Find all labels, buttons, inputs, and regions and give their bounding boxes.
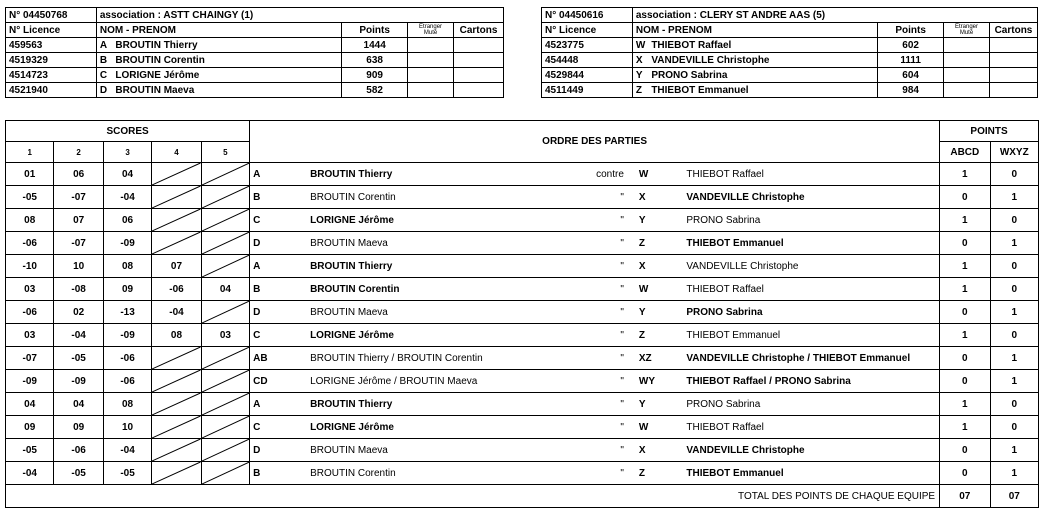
set-score: 09 bbox=[6, 416, 54, 439]
set-score: 07 bbox=[54, 209, 103, 232]
left-letter: D bbox=[250, 301, 302, 324]
left-letter: C bbox=[250, 416, 302, 439]
points-abcd: 1 bbox=[940, 209, 990, 232]
game-row bbox=[6, 324, 1039, 347]
empty-set-cell bbox=[152, 209, 201, 232]
set-score: 04 bbox=[54, 393, 103, 416]
empty-set-cell bbox=[201, 209, 249, 232]
set-score: 06 bbox=[103, 209, 151, 232]
versus-separator: " bbox=[578, 439, 626, 462]
right-player: PRONO Sabrina bbox=[683, 209, 939, 232]
set-score: -13 bbox=[103, 301, 151, 324]
player-cartons bbox=[454, 68, 504, 83]
left-player: BROUTIN Thierry / BROUTIN Corentin bbox=[302, 347, 578, 370]
set-score: -06 bbox=[103, 370, 151, 393]
left-player: LORIGNE Jérôme bbox=[302, 209, 578, 232]
left-player: BROUTIN Thierry bbox=[302, 393, 578, 416]
wxyz-header: WXYZ bbox=[990, 142, 1038, 163]
points-abcd: 1 bbox=[940, 416, 990, 439]
set-score: 08 bbox=[6, 209, 54, 232]
empty-set-cell bbox=[201, 347, 249, 370]
player-points: 604 bbox=[878, 68, 944, 83]
right-letter: W bbox=[627, 278, 683, 301]
right-letter: XZ bbox=[627, 347, 683, 370]
left-player: BROUTIN Thierry bbox=[302, 255, 578, 278]
left-letter: CD bbox=[250, 370, 302, 393]
set-score: -06 bbox=[6, 301, 54, 324]
game-row bbox=[6, 209, 1039, 232]
points-wxyz: 0 bbox=[990, 324, 1038, 347]
empty-set-cell bbox=[152, 232, 201, 255]
empty-set-cell bbox=[201, 462, 249, 485]
right-player: PRONO Sabrina bbox=[683, 393, 939, 416]
left-letter: AB bbox=[250, 347, 302, 370]
versus-separator: " bbox=[578, 416, 626, 439]
left-player: LORIGNE Jérôme bbox=[302, 416, 578, 439]
right-player: THIEBOT Emmanuel bbox=[683, 324, 939, 347]
cartons-header: Cartons bbox=[454, 23, 504, 38]
team-right-players bbox=[542, 38, 1038, 98]
points-abcd: 0 bbox=[940, 301, 990, 324]
left-player: BROUTIN Thierry bbox=[302, 163, 578, 186]
set-header: 5 bbox=[201, 142, 249, 163]
player-cartons bbox=[989, 68, 1037, 83]
set-score: 10 bbox=[103, 416, 151, 439]
points-abcd: 0 bbox=[940, 439, 990, 462]
points-wxyz: 0 bbox=[990, 416, 1038, 439]
game-rows bbox=[6, 163, 1039, 485]
set-header: 1 bbox=[6, 142, 54, 163]
set-score: -06 bbox=[6, 232, 54, 255]
set-score: -09 bbox=[6, 370, 54, 393]
player-letter: A bbox=[96, 38, 112, 53]
team-association: association : ASTT CHAINGY (1) bbox=[96, 8, 503, 23]
points-wxyz: 1 bbox=[990, 462, 1038, 485]
left-letter: D bbox=[250, 439, 302, 462]
games-table bbox=[5, 120, 1039, 508]
scores-title: SCORES bbox=[6, 121, 250, 142]
points-abcd: 1 bbox=[940, 324, 990, 347]
player-etranger bbox=[408, 53, 454, 68]
set-score: -04 bbox=[103, 186, 151, 209]
right-letter: X bbox=[627, 255, 683, 278]
game-row bbox=[6, 416, 1039, 439]
licence-header: N° Licence bbox=[6, 23, 97, 38]
right-letter: Z bbox=[627, 232, 683, 255]
right-letter: Y bbox=[627, 393, 683, 416]
game-row bbox=[6, 370, 1039, 393]
set-score: 03 bbox=[6, 278, 54, 301]
player-name: LORIGNE Jérôme bbox=[112, 68, 341, 83]
total-abcd: 07 bbox=[940, 485, 990, 508]
points-abcd: 1 bbox=[940, 163, 990, 186]
left-letter: B bbox=[250, 186, 302, 209]
set-score: -04 bbox=[54, 324, 103, 347]
points-wxyz: 1 bbox=[990, 370, 1038, 393]
left-letter: B bbox=[250, 278, 302, 301]
points-abcd: 1 bbox=[940, 393, 990, 416]
right-letter: Y bbox=[627, 209, 683, 232]
left-letter: A bbox=[250, 255, 302, 278]
points-wxyz: 0 bbox=[990, 209, 1038, 232]
versus-separator: " bbox=[578, 393, 626, 416]
player-etranger bbox=[408, 38, 454, 53]
right-letter: Z bbox=[627, 462, 683, 485]
points-wxyz: 1 bbox=[990, 439, 1038, 462]
empty-set-cell bbox=[152, 393, 201, 416]
set-score: -04 bbox=[6, 462, 54, 485]
points-wxyz: 1 bbox=[990, 232, 1038, 255]
set-score: -06 bbox=[103, 347, 151, 370]
set-score: 09 bbox=[103, 278, 151, 301]
right-letter: Z bbox=[627, 324, 683, 347]
left-letter: A bbox=[250, 393, 302, 416]
player-name: PRONO Sabrina bbox=[648, 68, 877, 83]
set-header: 2 bbox=[54, 142, 103, 163]
right-letter: W bbox=[627, 416, 683, 439]
set-score: 08 bbox=[103, 255, 151, 278]
set-score: 09 bbox=[54, 416, 103, 439]
set-score: -06 bbox=[54, 439, 103, 462]
set-header: 3 bbox=[103, 142, 151, 163]
versus-separator: " bbox=[578, 301, 626, 324]
player-cartons bbox=[454, 83, 504, 98]
set-score: -05 bbox=[6, 186, 54, 209]
game-row bbox=[6, 439, 1039, 462]
right-player: VANDEVILLE Christophe bbox=[683, 439, 939, 462]
points-header: Points bbox=[878, 23, 944, 38]
points-wxyz: 0 bbox=[990, 255, 1038, 278]
empty-set-cell bbox=[201, 439, 249, 462]
game-row bbox=[6, 462, 1039, 485]
left-letter: C bbox=[250, 209, 302, 232]
ordre-title: ORDRE DES PARTIES bbox=[250, 121, 940, 163]
right-letter: X bbox=[627, 186, 683, 209]
empty-set-cell bbox=[201, 163, 249, 186]
empty-set-cell bbox=[152, 462, 201, 485]
points-abcd: 0 bbox=[940, 462, 990, 485]
left-player: LORIGNE Jérôme / BROUTIN Maeva bbox=[302, 370, 578, 393]
empty-set-cell bbox=[201, 232, 249, 255]
set-score: 03 bbox=[6, 324, 54, 347]
versus-separator: " bbox=[578, 462, 626, 485]
player-row bbox=[542, 83, 1038, 98]
player-name: THIEBOT Raffael bbox=[648, 38, 877, 53]
versus-separator: " bbox=[578, 186, 626, 209]
right-letter: W bbox=[627, 163, 683, 186]
left-letter: A bbox=[250, 163, 302, 186]
set-score: 04 bbox=[103, 163, 151, 186]
player-row bbox=[542, 53, 1038, 68]
right-player: THIEBOT Raffael / PRONO Sabrina bbox=[683, 370, 939, 393]
set-score: -08 bbox=[54, 278, 103, 301]
versus-separator: " bbox=[578, 255, 626, 278]
game-row bbox=[6, 255, 1039, 278]
points-abcd: 0 bbox=[940, 186, 990, 209]
player-name: VANDEVILLE Christophe bbox=[648, 53, 877, 68]
left-player: BROUTIN Maeva bbox=[302, 439, 578, 462]
player-licence: 459563 bbox=[6, 38, 97, 53]
empty-set-cell bbox=[201, 370, 249, 393]
licence-header: N° Licence bbox=[542, 23, 633, 38]
player-etranger bbox=[408, 83, 454, 98]
points-abcd: 1 bbox=[940, 278, 990, 301]
empty-set-cell bbox=[201, 301, 249, 324]
empty-set-cell bbox=[201, 255, 249, 278]
player-cartons bbox=[989, 53, 1037, 68]
versus-separator: " bbox=[578, 324, 626, 347]
player-points: 1111 bbox=[878, 53, 944, 68]
player-cartons bbox=[989, 83, 1037, 98]
set-score: 06 bbox=[54, 163, 103, 186]
set-score: -04 bbox=[152, 301, 201, 324]
set-header: 4 bbox=[152, 142, 201, 163]
player-points: 582 bbox=[342, 83, 408, 98]
points-header: Points bbox=[342, 23, 408, 38]
game-row bbox=[6, 347, 1039, 370]
player-cartons bbox=[454, 38, 504, 53]
player-letter: D bbox=[96, 83, 112, 98]
game-row bbox=[6, 232, 1039, 255]
left-letter: B bbox=[250, 462, 302, 485]
points-wxyz: 1 bbox=[990, 347, 1038, 370]
player-etranger bbox=[944, 38, 990, 53]
etranger-header: Etranger Muté bbox=[944, 23, 990, 38]
versus-separator: " bbox=[578, 209, 626, 232]
abcd-header: ABCD bbox=[940, 142, 990, 163]
name-header: NOM - PRENOM bbox=[96, 23, 341, 38]
set-score: -07 bbox=[6, 347, 54, 370]
player-row bbox=[542, 38, 1038, 53]
set-score: -10 bbox=[6, 255, 54, 278]
player-points: 602 bbox=[878, 38, 944, 53]
player-cartons bbox=[454, 53, 504, 68]
left-player: BROUTIN Corentin bbox=[302, 186, 578, 209]
team-association: association : CLERY ST ANDRE AAS (5) bbox=[632, 8, 1037, 23]
points-wxyz: 1 bbox=[990, 301, 1038, 324]
right-player: THIEBOT Raffael bbox=[683, 163, 939, 186]
set-score: 01 bbox=[6, 163, 54, 186]
set-score: 04 bbox=[6, 393, 54, 416]
set-score: 02 bbox=[54, 301, 103, 324]
right-player: PRONO Sabrina bbox=[683, 301, 939, 324]
empty-set-cell bbox=[152, 347, 201, 370]
game-row bbox=[6, 186, 1039, 209]
player-licence: 454448 bbox=[542, 53, 633, 68]
player-etranger bbox=[944, 53, 990, 68]
right-player: THIEBOT Emmanuel bbox=[683, 462, 939, 485]
set-score: 07 bbox=[152, 255, 201, 278]
game-row bbox=[6, 163, 1039, 186]
set-score: -09 bbox=[103, 324, 151, 347]
points-abcd: 0 bbox=[940, 347, 990, 370]
team-left-table bbox=[5, 7, 504, 98]
player-letter: X bbox=[632, 53, 648, 68]
player-letter: Y bbox=[632, 68, 648, 83]
left-letter: C bbox=[250, 324, 302, 347]
player-row bbox=[542, 68, 1038, 83]
set-score: 03 bbox=[201, 324, 249, 347]
set-score: -06 bbox=[152, 278, 201, 301]
right-player: THIEBOT Raffael bbox=[683, 416, 939, 439]
versus-separator: " bbox=[578, 278, 626, 301]
points-wxyz: 1 bbox=[990, 186, 1038, 209]
left-player: BROUTIN Corentin bbox=[302, 462, 578, 485]
player-letter: B bbox=[96, 53, 112, 68]
set-score: 04 bbox=[201, 278, 249, 301]
points-wxyz: 0 bbox=[990, 393, 1038, 416]
player-licence: 4514723 bbox=[6, 68, 97, 83]
left-player: BROUTIN Corentin bbox=[302, 278, 578, 301]
set-score: -05 bbox=[54, 462, 103, 485]
player-row bbox=[6, 38, 504, 53]
player-etranger bbox=[944, 68, 990, 83]
cartons-header: Cartons bbox=[989, 23, 1037, 38]
team-right-table bbox=[541, 7, 1038, 98]
etranger-header: Etranger Muté bbox=[408, 23, 454, 38]
player-cartons bbox=[989, 38, 1037, 53]
set-score: -04 bbox=[103, 439, 151, 462]
set-score: 08 bbox=[103, 393, 151, 416]
set-score: 08 bbox=[152, 324, 201, 347]
player-points: 1444 bbox=[342, 38, 408, 53]
game-row bbox=[6, 393, 1039, 416]
total-wxyz: 07 bbox=[990, 485, 1038, 508]
left-player: LORIGNE Jérôme bbox=[302, 324, 578, 347]
set-score: -05 bbox=[103, 462, 151, 485]
left-letter: D bbox=[250, 232, 302, 255]
player-letter: C bbox=[96, 68, 112, 83]
player-name: BROUTIN Corentin bbox=[112, 53, 341, 68]
set-score: -07 bbox=[54, 186, 103, 209]
right-player: VANDEVILLE Christophe bbox=[683, 255, 939, 278]
right-player: VANDEVILLE Christophe / THIEBOT Emmanuel bbox=[683, 347, 939, 370]
versus-separator: contre bbox=[578, 163, 626, 186]
left-player: BROUTIN Maeva bbox=[302, 232, 578, 255]
player-row bbox=[6, 68, 504, 83]
team-left-players bbox=[6, 38, 504, 98]
player-points: 909 bbox=[342, 68, 408, 83]
game-row bbox=[6, 301, 1039, 324]
player-row bbox=[6, 83, 504, 98]
player-licence: 4521940 bbox=[6, 83, 97, 98]
player-etranger bbox=[944, 83, 990, 98]
empty-set-cell bbox=[152, 186, 201, 209]
left-player: BROUTIN Maeva bbox=[302, 301, 578, 324]
right-letter: Y bbox=[627, 301, 683, 324]
set-score: 10 bbox=[54, 255, 103, 278]
points-wxyz: 0 bbox=[990, 278, 1038, 301]
player-points: 638 bbox=[342, 53, 408, 68]
set-score: -09 bbox=[54, 370, 103, 393]
set-score: -05 bbox=[54, 347, 103, 370]
player-name: BROUTIN Thierry bbox=[112, 38, 341, 53]
points-title: POINTS bbox=[940, 121, 1039, 142]
set-score: -05 bbox=[6, 439, 54, 462]
player-licence: 4523775 bbox=[542, 38, 633, 53]
game-row bbox=[6, 278, 1039, 301]
right-letter: X bbox=[627, 439, 683, 462]
points-abcd: 0 bbox=[940, 370, 990, 393]
player-licence: 4511449 bbox=[542, 83, 633, 98]
empty-set-cell bbox=[152, 370, 201, 393]
player-name: THIEBOT Emmanuel bbox=[648, 83, 877, 98]
empty-set-cell bbox=[201, 186, 249, 209]
player-points: 984 bbox=[878, 83, 944, 98]
right-player: THIEBOT Emmanuel bbox=[683, 232, 939, 255]
right-letter: WY bbox=[627, 370, 683, 393]
total-label: TOTAL DES POINTS DE CHAQUE EQUIPE bbox=[6, 485, 940, 508]
player-name: BROUTIN Maeva bbox=[112, 83, 341, 98]
name-header: NOM - PRENOM bbox=[632, 23, 877, 38]
versus-separator: " bbox=[578, 347, 626, 370]
set-score: -07 bbox=[54, 232, 103, 255]
versus-separator: " bbox=[578, 232, 626, 255]
points-abcd: 1 bbox=[940, 255, 990, 278]
player-letter: W bbox=[632, 38, 648, 53]
team-number: N° 04450768 bbox=[6, 8, 97, 23]
player-etranger bbox=[408, 68, 454, 83]
points-wxyz: 0 bbox=[990, 163, 1038, 186]
right-player: VANDEVILLE Christophe bbox=[683, 186, 939, 209]
set-score: -09 bbox=[103, 232, 151, 255]
player-licence: 4519329 bbox=[6, 53, 97, 68]
empty-set-cell bbox=[152, 416, 201, 439]
player-letter: Z bbox=[632, 83, 648, 98]
team-number: N° 04450616 bbox=[542, 8, 633, 23]
versus-separator: " bbox=[578, 370, 626, 393]
player-row bbox=[6, 53, 504, 68]
right-player: THIEBOT Raffael bbox=[683, 278, 939, 301]
empty-set-cell bbox=[201, 393, 249, 416]
points-abcd: 0 bbox=[940, 232, 990, 255]
empty-set-cell bbox=[152, 439, 201, 462]
empty-set-cell bbox=[152, 163, 201, 186]
player-licence: 4529844 bbox=[542, 68, 633, 83]
empty-set-cell bbox=[201, 416, 249, 439]
